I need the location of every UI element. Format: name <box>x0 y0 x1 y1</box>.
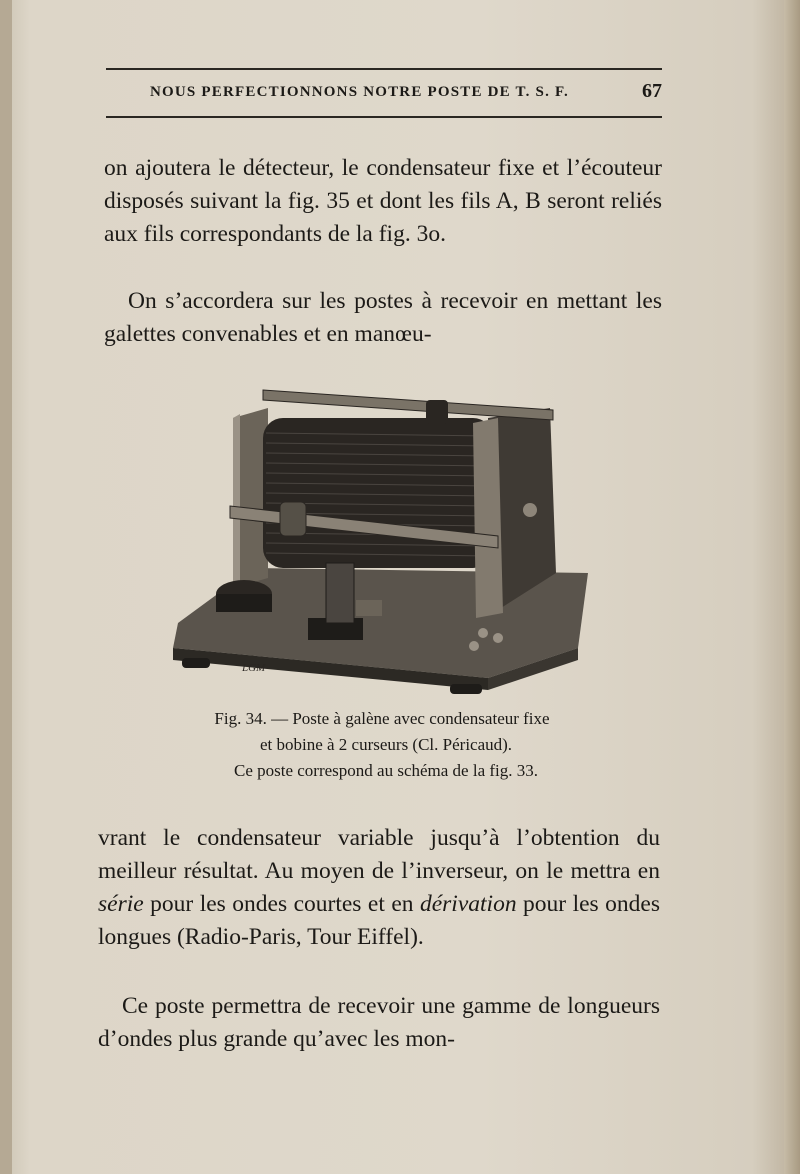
terminal-1 <box>478 628 488 638</box>
page-left-edge <box>0 0 12 1174</box>
paragraph-3-start: vrant le condensateur variable jusqu’à l’obtention du meilleur résultat. Au moyen de l’inverseur, on le mettra en <box>98 825 660 884</box>
figure-caption <box>126 706 646 784</box>
running-header <box>106 82 662 106</box>
paragraph-3-italic-derivation: dérivation <box>419 891 517 917</box>
crystal-set-illustration <box>158 378 608 698</box>
header-rule-bottom <box>106 116 662 118</box>
front-cursor <box>280 502 306 536</box>
engraver-signature: LGM <box>242 662 266 674</box>
paragraph-3-italic-serie: série <box>98 891 144 917</box>
crystal-cup <box>356 600 382 616</box>
crystal-detector-arm <box>326 563 354 623</box>
side-terminal <box>523 503 537 517</box>
paragraph-2: On s’accordera sur les postes à recevoir en mettant les galettes convenables et en manœu- <box>104 288 662 347</box>
header-rule-top <box>106 68 662 70</box>
paragraph-3 <box>98 822 660 954</box>
running-title: NOUS PERFECTIONNONS NOTRE POSTE DE T. S. F. <box>150 84 569 100</box>
foot-right <box>450 684 482 694</box>
paragraph-3-end: pour les ondes longues (Radio-Paris, Tour Eiffel). <box>98 891 660 950</box>
paragraph-4: Ce poste permettra de recevoir une gamme de longueurs d’ondes plus grande qu’avec les mon- <box>98 993 660 1052</box>
fixed-condenser-body <box>216 594 272 612</box>
caption-line-3: Ce poste correspond au schéma de la fig. 33. <box>233 761 539 780</box>
terminal-2 <box>493 633 503 643</box>
page-number: 67 <box>642 80 662 102</box>
paragraph-1: on ajoutera le détecteur, le condensateur fixe et l’écouteur disposés suivant la fig. 35 et dont les fils A, B seront reliés aux fils correspondants de la fig. 3o. <box>104 155 662 247</box>
terminal-3 <box>469 641 479 651</box>
caption-line-1: Fig. 34. — Poste à galène avec condensateur fixe <box>214 709 550 728</box>
paragraph-3-mid: pour les ondes courtes et en <box>143 891 420 917</box>
caption-line-2: et bobine à 2 curseurs (Cl. Péricaud). <box>259 735 513 754</box>
page-right-edge <box>784 0 800 1174</box>
foot-left <box>182 658 210 668</box>
left-end-plate-edge <box>233 414 240 588</box>
top-cursor <box>426 400 448 424</box>
right-end-plate-front <box>473 418 503 618</box>
top-slider-rod <box>263 390 553 420</box>
